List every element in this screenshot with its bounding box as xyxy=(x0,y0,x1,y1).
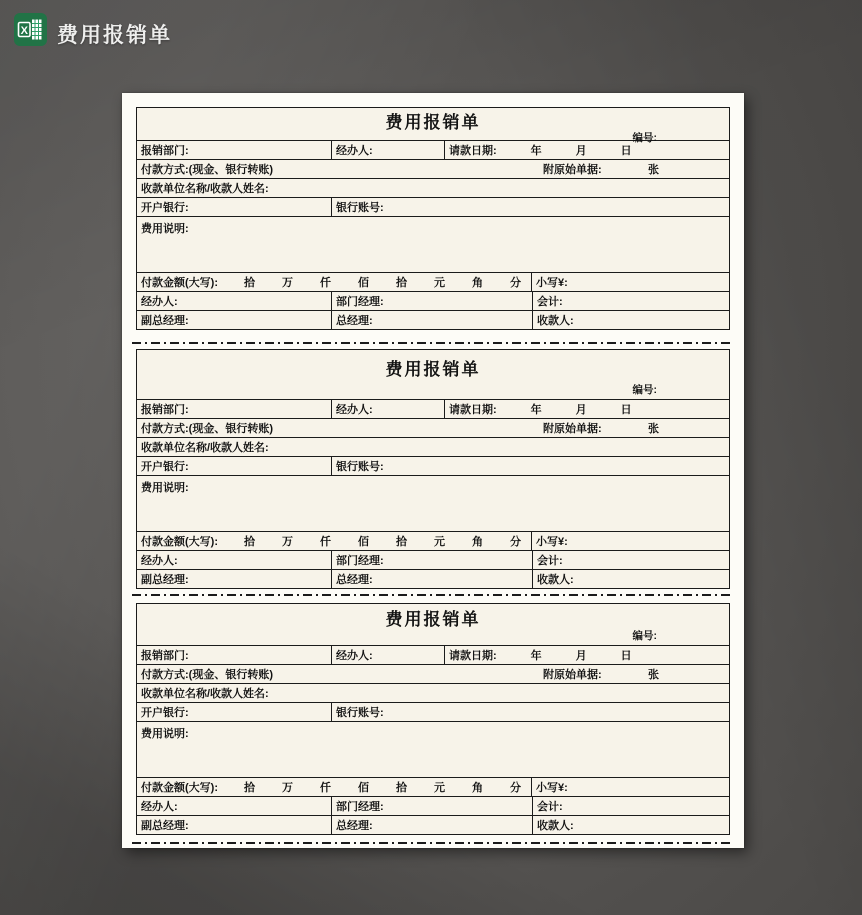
handler-sign-field: 经办人: xyxy=(141,801,178,813)
dept-handler-date-row xyxy=(137,399,729,418)
year-label: 年 xyxy=(530,404,542,416)
payee-name-field: 收款单位名称/收款人姓名: xyxy=(141,442,269,454)
unit-jiao: 角 xyxy=(472,277,483,289)
attach-docs-label: 附原始单据: xyxy=(543,669,602,681)
expense-form xyxy=(136,349,730,589)
bank-row xyxy=(137,702,729,721)
payee-name-field: 收款单位名称/收款人姓名: xyxy=(141,688,269,700)
month-label: 月 xyxy=(575,145,587,157)
signature-row-1 xyxy=(137,291,729,310)
expense-form xyxy=(136,107,730,330)
date-field xyxy=(444,141,729,159)
payee-sign-field: 收款人: xyxy=(532,311,729,329)
excel-icon xyxy=(14,13,47,46)
form-number-label: 编号: xyxy=(632,384,657,396)
payment-method-row xyxy=(137,664,729,683)
payee-name-row xyxy=(137,437,729,456)
handler-field: 经办人: xyxy=(331,400,444,418)
payee-name-row xyxy=(137,683,729,702)
unit-shi: 拾 xyxy=(396,277,407,289)
dept-field: 报销部门: xyxy=(141,404,189,416)
amount-unit-chars xyxy=(218,533,531,549)
unit-wan: 万 xyxy=(282,782,293,794)
amount-figures-field: 小写¥: xyxy=(531,273,729,291)
account-field: 银行账号: xyxy=(331,457,729,475)
attach-docs-label: 附原始单据: xyxy=(543,423,602,435)
cut-separator-line xyxy=(132,842,734,844)
bank-field: 开户银行: xyxy=(141,707,189,719)
accountant-sign-field: 会计: xyxy=(532,797,729,815)
form-number-label: 编号: xyxy=(632,630,657,642)
dept-handler-date-row xyxy=(137,140,729,159)
unit-shi: 拾 xyxy=(396,536,407,548)
sheets-label: 张 xyxy=(648,669,659,681)
expense-description-field: 费用说明: xyxy=(141,223,189,235)
attach-docs-label: 附原始单据: xyxy=(543,164,602,176)
deputy-gm-sign-field: 副总经理: xyxy=(141,315,189,327)
dept-handler-date-row xyxy=(137,645,729,664)
amount-words-label: 付款金额(大写): xyxy=(141,277,218,289)
expense-description-field: 费用说明: xyxy=(141,482,189,494)
gm-sign-field: 总经理: xyxy=(331,816,532,834)
form-number-label: 编号: xyxy=(632,132,657,144)
date-field xyxy=(444,400,729,418)
unit-shi-wan: 拾 xyxy=(244,782,255,794)
unit-yuan: 元 xyxy=(434,277,445,289)
form-header xyxy=(137,108,729,144)
account-field: 银行账号: xyxy=(331,703,729,721)
unit-fen: 分 xyxy=(510,782,521,794)
amount-words-field xyxy=(137,778,531,796)
payee-sign-field: 收款人: xyxy=(532,816,729,834)
unit-bai: 佰 xyxy=(358,536,369,548)
unit-yuan: 元 xyxy=(434,782,445,794)
unit-fen: 分 xyxy=(510,536,521,548)
payment-method-field xyxy=(137,160,729,178)
amount-figures-field: 小写¥: xyxy=(531,778,729,796)
bank-field: 开户银行: xyxy=(141,202,189,214)
payment-method-row xyxy=(137,159,729,178)
cut-separator-line xyxy=(132,594,734,596)
amount-row xyxy=(137,777,729,796)
dept-manager-sign-field: 部门经理: xyxy=(331,797,532,815)
unit-wan: 万 xyxy=(282,277,293,289)
amount-row xyxy=(137,531,729,550)
window-header xyxy=(0,0,862,62)
gm-sign-field: 总经理: xyxy=(331,311,532,329)
amount-row xyxy=(137,272,729,291)
date-label: 请款日期: xyxy=(449,145,497,157)
amount-figures-field: 小写¥: xyxy=(531,532,729,550)
signature-row-2 xyxy=(137,569,729,588)
sheets-label: 张 xyxy=(648,164,659,176)
payee-sign-field: 收款人: xyxy=(532,570,729,588)
amount-words-field xyxy=(137,273,531,291)
signature-row-1 xyxy=(137,796,729,815)
amount-words-label: 付款金额(大写): xyxy=(141,782,218,794)
accountant-sign-field: 会计: xyxy=(532,551,729,569)
signature-row-2 xyxy=(137,815,729,834)
deputy-gm-sign-field: 副总经理: xyxy=(141,574,189,586)
date-label: 请款日期: xyxy=(449,404,497,416)
amount-words-field xyxy=(137,532,531,550)
bank-row xyxy=(137,456,729,475)
payment-method-row xyxy=(137,418,729,437)
expense-description-row xyxy=(137,216,729,272)
document-page xyxy=(122,93,744,848)
unit-yuan: 元 xyxy=(434,536,445,548)
sheets-label: 张 xyxy=(648,423,659,435)
date-label: 请款日期: xyxy=(449,650,497,662)
day-label: 日 xyxy=(620,650,632,662)
unit-bai: 佰 xyxy=(358,277,369,289)
date-field xyxy=(444,646,729,664)
dept-field: 报销部门: xyxy=(141,650,189,662)
year-label: 年 xyxy=(530,145,542,157)
dept-field: 报销部门: xyxy=(141,145,189,157)
signature-row-1 xyxy=(137,550,729,569)
bank-row xyxy=(137,197,729,216)
form-title: 费用报销单 xyxy=(385,610,481,629)
payee-name-row xyxy=(137,178,729,197)
window-title: 费用报销单 xyxy=(57,24,172,47)
month-label: 月 xyxy=(575,404,587,416)
day-label: 日 xyxy=(620,145,632,157)
expense-description-row xyxy=(137,475,729,531)
expense-form xyxy=(136,603,730,835)
account-field: 银行账号: xyxy=(331,198,729,216)
payment-method-label: 付款方式:(现金、银行转账) xyxy=(141,669,273,681)
unit-jiao: 角 xyxy=(472,782,483,794)
form-header xyxy=(137,350,729,399)
bank-field: 开户银行: xyxy=(141,461,189,473)
unit-shi-wan: 拾 xyxy=(244,277,255,289)
accountant-sign-field: 会计: xyxy=(532,292,729,310)
dept-manager-sign-field: 部门经理: xyxy=(331,292,532,310)
unit-fen: 分 xyxy=(510,277,521,289)
deputy-gm-sign-field: 副总经理: xyxy=(141,820,189,832)
handler-sign-field: 经办人: xyxy=(141,555,178,567)
payee-name-field: 收款单位名称/收款人姓名: xyxy=(141,183,269,195)
handler-sign-field: 经办人: xyxy=(141,296,178,308)
amount-words-label: 付款金额(大写): xyxy=(141,536,218,548)
year-label: 年 xyxy=(530,650,542,662)
form-header xyxy=(137,604,729,645)
amount-unit-chars xyxy=(218,274,531,290)
month-label: 月 xyxy=(575,650,587,662)
gm-sign-field: 总经理: xyxy=(331,570,532,588)
svg-text:X: X xyxy=(20,25,28,37)
dept-manager-sign-field: 部门经理: xyxy=(331,551,532,569)
day-label: 日 xyxy=(620,404,632,416)
unit-qian: 仟 xyxy=(320,536,331,548)
unit-wan: 万 xyxy=(282,536,293,548)
forms-container xyxy=(136,107,730,844)
unit-jiao: 角 xyxy=(472,536,483,548)
handler-field: 经办人: xyxy=(331,141,444,159)
form-title: 费用报销单 xyxy=(385,113,481,132)
payment-method-label: 付款方式:(现金、银行转账) xyxy=(141,164,273,176)
unit-shi: 拾 xyxy=(396,782,407,794)
unit-qian: 仟 xyxy=(320,277,331,289)
expense-description-field: 费用说明: xyxy=(141,728,189,740)
payment-method-field xyxy=(137,665,729,683)
cut-separator-line xyxy=(132,342,734,344)
unit-qian: 仟 xyxy=(320,782,331,794)
unit-bai: 佰 xyxy=(358,782,369,794)
signature-row-2 xyxy=(137,310,729,329)
amount-unit-chars xyxy=(218,779,531,795)
expense-description-row xyxy=(137,721,729,777)
payment-method-label: 付款方式:(现金、银行转账) xyxy=(141,423,273,435)
payment-method-field xyxy=(137,419,729,437)
handler-field: 经办人: xyxy=(331,646,444,664)
unit-shi-wan: 拾 xyxy=(244,536,255,548)
form-title: 费用报销单 xyxy=(385,360,481,379)
